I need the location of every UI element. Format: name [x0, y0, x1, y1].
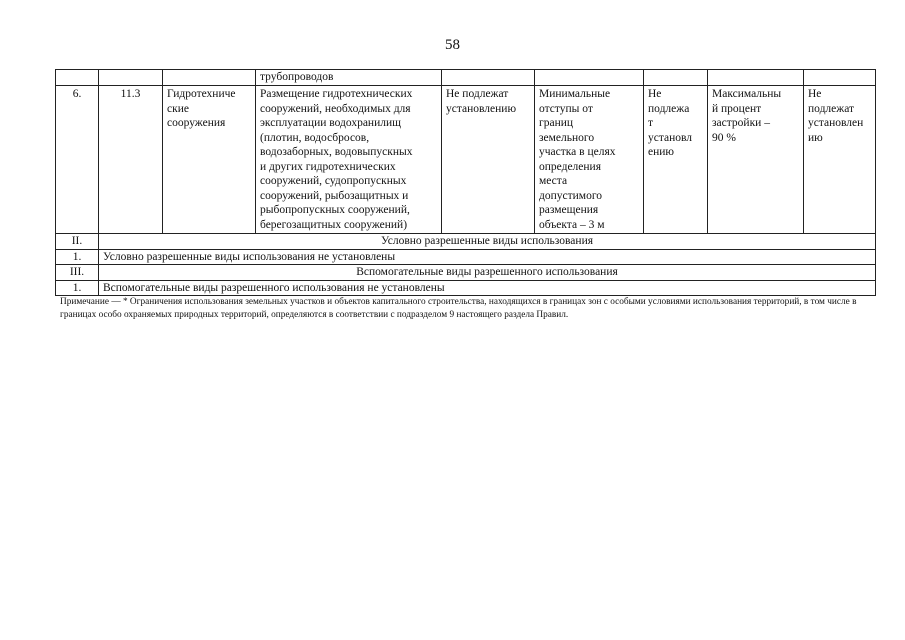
cell-code — [99, 86, 163, 234]
cell-param4 — [708, 70, 804, 86]
param-1: Не подлежат установлению — [446, 88, 517, 115]
cell-param2 — [535, 70, 644, 86]
cell-param5 — [804, 70, 876, 86]
cell-name — [163, 86, 256, 234]
zoning-table — [55, 69, 876, 296]
param-5: Не подлежат установлен ию — [808, 88, 864, 144]
cell-code — [99, 70, 163, 86]
cell-num — [56, 70, 99, 86]
cell-description — [256, 86, 442, 234]
usage-name: Гидротехниче ские сооружения — [167, 88, 236, 129]
item-text: Условно разрешенные виды использования не установлены — [99, 249, 876, 265]
table-row-section-2 — [56, 234, 876, 250]
param-4: Максимальны й процент застройки – 90 % — [712, 88, 782, 144]
cell-param5 — [804, 86, 876, 234]
item-text: Вспомогательные виды разрешенного использования не установлены — [99, 280, 876, 296]
cell-param4 — [708, 86, 804, 234]
table-row-section-3 — [56, 265, 876, 281]
section-title: Вспомогательные виды разрешенного использования — [99, 265, 876, 281]
row-number: 6. — [72, 88, 82, 100]
table-row-hydraulic-structures — [56, 86, 876, 234]
section-number: III. — [56, 265, 99, 281]
table-row-section-3-item — [56, 280, 876, 296]
section-number: II. — [56, 234, 99, 250]
footnote: Примечание — * Ограничения использования земельных участков и объектов капитального строительства, находящихся в границах зон с особыми условиями использования территорий, в том числе в границах особо охраняемых природных территорий, определяются в соответствии с подразделом 9 настоящего раздела Правил. — [60, 297, 857, 320]
usage-code: 11.3 — [120, 88, 141, 100]
cell-name — [163, 70, 256, 86]
param-3: Не подлежа т установл ению — [648, 88, 693, 158]
table-row-continuation — [56, 70, 876, 86]
page-number: 58 — [445, 37, 460, 53]
usage-description: Размещение гидротехнических сооружений, необходимых для эксплуатации водохранилищ (плотин, водосбросов, водозаборных, водовыпускных и других гидротехнических сооружений, судопропускных сооружений, рыбозащитных и рыбопропускных сооружений, берегозащитных сооружений) — [260, 88, 413, 231]
cell-param2 — [535, 86, 644, 234]
item-number: 1. — [56, 280, 99, 296]
item-number: 1. — [56, 249, 99, 265]
cell-num — [56, 86, 99, 234]
cell-param3 — [644, 70, 708, 86]
param-2: Минимальные отступы от границ земельного участка в целях определения места допустимого размещения объекта – 3 м — [539, 88, 616, 231]
cell-param3 — [644, 86, 708, 234]
cell-param1 — [442, 70, 535, 86]
table-row-section-2-item — [56, 249, 876, 265]
cell-param1 — [442, 86, 535, 234]
cell-description: трубопроводов — [256, 70, 442, 86]
section-title: Условно разрешенные виды использования — [99, 234, 876, 250]
